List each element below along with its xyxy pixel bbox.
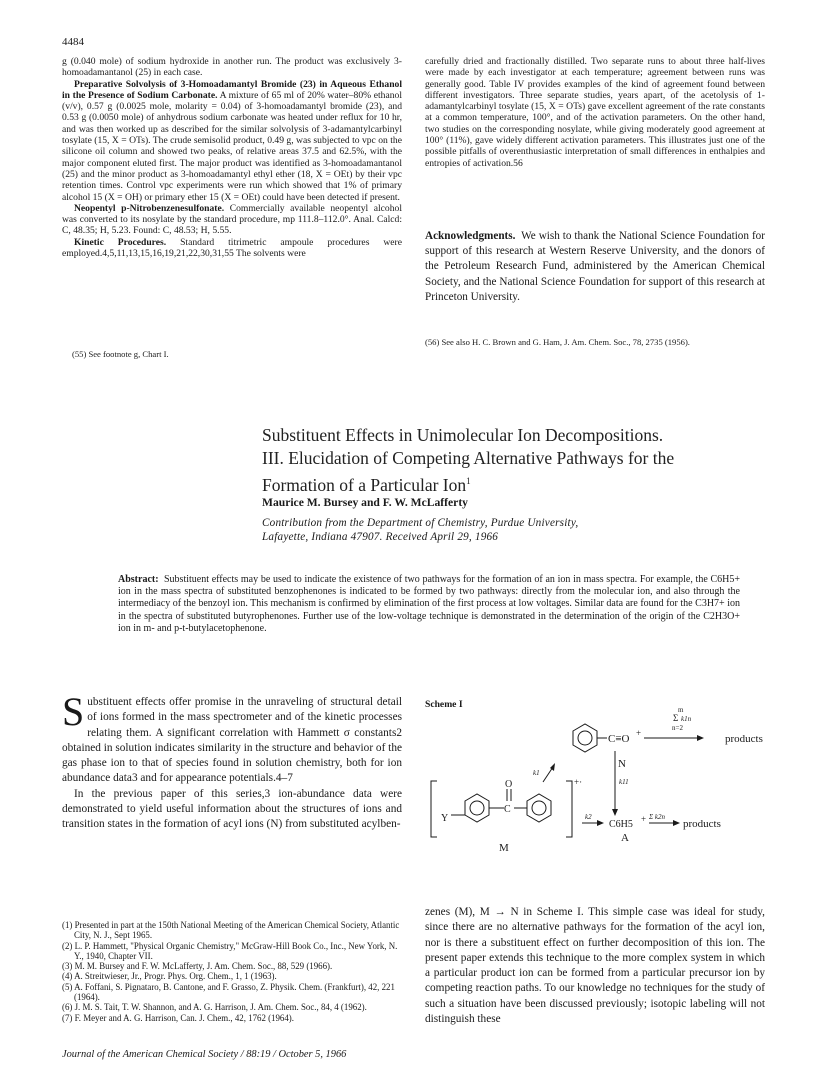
- footnote-56: (56) See also H. C. Brown and G. Ham, J. Am. Chem. Soc., 78, 2735 (1956).: [425, 337, 690, 347]
- acknowledgments-text: We wish to thank the National Science Foundation for support of this research at Western Reserve University, and the donors of the Petroleum Research Fund, administered by the American Chemical Society, and the National Science Foundation for support of this research at Princeton University.: [425, 230, 765, 303]
- intro-paragraph: [62, 689, 402, 787]
- label-N: N: [618, 758, 626, 770]
- products-label: products: [725, 733, 763, 745]
- abstract-text: Substituent effects may be used to indicate the existence of two pathways for the formation of an ion in mass spectra. For example, the C6H5+ ion in the mass spectra of substituted benzophenones is indicated to be formed by two pathways: directly from the molecular ion, and also through the intermediacy of the benzoyl ion. This mechanism is confirmed by elimination of the first process at low voltages. Similar data are found for the C3H7+ ion in the spectra of substituted butyrophenones. Further use of the low-voltage technique is demonstrated in the determination of the origin of the C2H3O+ ion in m- and p-t-butylacetophenone.: [118, 574, 740, 634]
- products-label: products: [683, 818, 721, 830]
- run-in-heading: Preparative Solvolysis of 3-Homoadamantyl Bromide (23) in Aqueous Ethanol in the Presence of Sodium Carbonate.: [62, 78, 402, 101]
- paragraph-text: A mixture of 65 ml of 20% water–80% ethanol (v/v), 0.57 g (0.0025 mole, molarity = 0.04) of 3-homoadamantyl bromide (23), and 0.53 g (0.0050 mole) of anhydrous sodium carbonate was heated under reflux for 10 hr, and was then worked up as described for the similar solvolysis of 3-adamantylcarbinyl tosylate (15, X = OTs). The crude semisolid product, 0.49 g, was subjected to vpc on the silicone oil column and showed two peaks, of relative areas 37.5 and 62.5%, with the major component eluted first. The major product was identified as 3-homoadamantanol (25) and the minor product as 3-homoadamantyl ethyl ether (18, X = OEt) by their vpc retention times. Control vpc experiments were run which showed that 1% of primary alcohol 15 (X = OH) or primary ether 15 (X = OEt) could have been detected if present.: [62, 89, 402, 203]
- run-in-heading: Neopentyl p-Nitrobenzenesulfonate.: [74, 202, 225, 214]
- authors: Maurice M. Bursey and F. W. McLafferty: [262, 496, 468, 509]
- drop-cap: S: [62, 689, 85, 734]
- paragraph: [62, 237, 402, 260]
- radical-cation-mark: +·: [574, 777, 583, 787]
- footnote-55: (55) See footnote g, Chart I.: [72, 349, 169, 359]
- acknowledgments-label: Acknowledgments.: [425, 230, 516, 242]
- rate-k11: k11: [619, 778, 629, 786]
- rate-k1: k1: [533, 769, 540, 777]
- paragraph: g (0.040 mole) of sodium hydroxide in another run. The product was exclusively 3-homoadamantanol (25) in each case.: [62, 56, 402, 79]
- paragraph-text: ubstituent effects offer promise in the unraveling of structural detail of ions formed in the mass spectrometer and of the kinetic processes relating them. A significant correlation with Hammett σ constants2 obtained in solution indicates similarity in the structure and behavior of the gas phase ion to that of species found in solution chemistry, both for ion abundance data3 and for appearance potentials.4–7: [62, 696, 402, 785]
- affiliation: [262, 516, 578, 544]
- arrowhead: [673, 820, 680, 826]
- abstract: [118, 574, 740, 635]
- footnote: (4) A. Streitwieser, Jr., Progr. Phys. Org. Chem., 1, 1 (1963).: [62, 971, 277, 982]
- plus-charge: +: [636, 728, 642, 738]
- article-title: [262, 424, 742, 497]
- title-line: Substituent Effects in Unimolecular Ion Decompositions.: [262, 425, 664, 445]
- footnotes: [62, 920, 402, 1023]
- body-right-column: zenes (M), M → N in Scheme I. This simple case was ideal for study, since there are no alternative pathways for the formation of the acyl ion, nor is there a substituent effect on further decomposition of this ion. The present paper extends this technique to the more complex system in which a particular product ion can be formed from a particular precursor ion by competing reaction paths. To our knowledge no techniques for the study of such a situation have been discussed previously; isotopic labeling will not distinguish these: [425, 906, 765, 1026]
- oxygen-label: O: [505, 779, 513, 790]
- rate-k2: k2: [585, 813, 592, 821]
- arrowhead: [697, 735, 704, 741]
- rate-sum-k2n: Σ k2n: [649, 813, 666, 821]
- sum-lower-limit: n=2: [672, 724, 683, 732]
- arrowhead: [597, 820, 604, 826]
- sum-upper-limit: m: [678, 706, 684, 714]
- benzophenone-structure: [431, 781, 572, 837]
- paragraph: [62, 79, 402, 203]
- paragraph: [62, 203, 402, 237]
- scheme-label: Scheme I: [425, 699, 463, 710]
- left-top-column: [62, 56, 402, 259]
- run-in-heading: Kinetic Procedures.: [74, 236, 167, 248]
- abstract-label: Abstract:: [118, 574, 159, 585]
- sum-symbol: Σ: [673, 713, 679, 723]
- paragraph-text: Standard titrimetric ampoule procedures were employed.4,5,11,13,15,16,19,21,22,30,31,55 The solvents were: [62, 236, 402, 260]
- plus-charge: +: [641, 814, 647, 824]
- paragraph: In the previous paper of this series,3 ion-abundance data were demonstrated to yield useful information about the structures of ions and transition states in the formation of acyl ions (N) from substituted acylben-: [62, 787, 402, 831]
- benzoyl-ring: [573, 724, 607, 752]
- body-left-column: [62, 689, 402, 833]
- carbonyl-label: C≡O: [608, 733, 630, 745]
- arrowhead: [612, 809, 618, 816]
- affiliation-line: Lafayette, Indiana 47907. Received April 29, 1966: [262, 531, 499, 543]
- arrow-k1: [543, 767, 553, 782]
- footnote: (3) M. M. Bursey and F. W. McLafferty, J. Am. Chem. Soc., 88, 529 (1966).: [62, 961, 333, 972]
- footnote: (5) A. Foffani, S. Pignataro, B. Cantone, and F. Grasso, Z. Physik. Chem. (Frankfurt), 42, 221 (1964).: [62, 981, 395, 1003]
- substituent-Y: Y: [441, 813, 449, 824]
- footnote: (1) Presented in part at the 150th National Meeting of the American Chemical Society, Atlantic City, N. J., Sept 1965.: [62, 920, 400, 941]
- title-line: [262, 470, 742, 497]
- label-A: A: [621, 832, 629, 844]
- title-line: III. Elucidation of Competing Alternative Pathways for the: [262, 448, 675, 468]
- footnote: (2) L. P. Hammett, "Physical Organic Chemistry," McGraw-Hill Book Co., Inc., New York, N. Y., 1940, Chapter VII.: [62, 940, 398, 961]
- phenyl-ion: C6H5: [609, 819, 633, 830]
- footnote: (7) F. Meyer and A. G. Harrison, Can. J. Chem., 42, 1762 (1964).: [62, 1012, 294, 1023]
- acknowledgments: [425, 229, 765, 305]
- paragraph-text: Commercially available neopentyl alcohol was converted to its nosylate by the standard procedure, mp 111.8–112.0°. Anal. Calcd: C, 48.35; H, 5.23. Found: C, 48.53; H, 5.55.: [62, 202, 402, 237]
- title-text: Formation of a Particular Ion: [262, 474, 467, 495]
- journal-footer: Journal of the American Chemical Society / 88:19 / October 5, 1966: [62, 1049, 347, 1060]
- carbon-label: C: [504, 804, 511, 815]
- footnote: (6) J. M. S. Tait, T. W. Shannon, and A. G. Harrison, J. Am. Chem. Soc., 84, 4 (1962).: [62, 1002, 367, 1013]
- right-top-column: carefully dried and fractionally distilled. Two separate runs to about three half-lives were made by each investigator at each temperature; agreement between runs was generally good. Table IV provides examples of the kind of agreement found between different investigators. Three separate studies, years apart, of the acetolysis of 1-adamantylcarbinyl tosylate (15, X = OTs) gave excellent agreement of the rate constants at a common temperature, 100°, and of the activation parameters. On the other hand, two studies on the corresponding nosylate, while giving moderately good agreement at 100° (11%), gave widely different activation parameters. This illustrates just one of the possible pitfalls of overenthusiastic interpretation of small differences in enthalpies and entropies of activation.56: [425, 56, 765, 169]
- reaction-scheme: [425, 705, 765, 900]
- label-M: M: [499, 842, 509, 854]
- page-number: 4484: [62, 36, 84, 48]
- affiliation-line: Contribution from the Department of Chemistry, Purdue University,: [262, 517, 579, 529]
- rate-k1n: k1n: [681, 715, 692, 723]
- title-footnote-mark: 1: [466, 476, 471, 486]
